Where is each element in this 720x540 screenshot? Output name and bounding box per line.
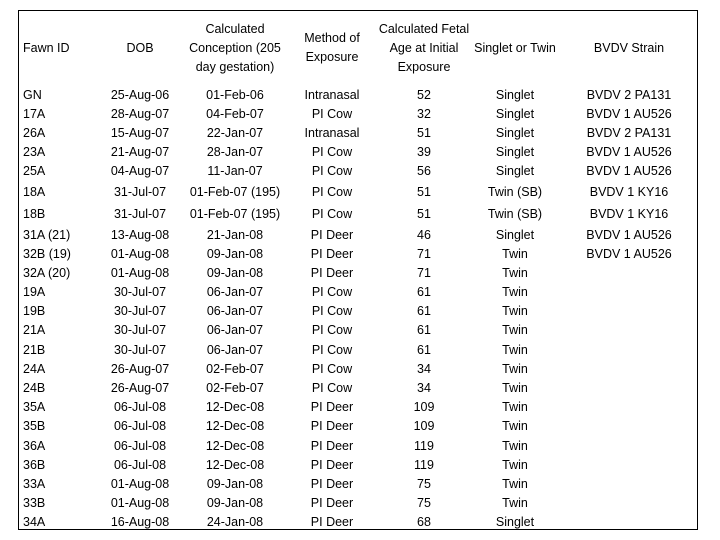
cell-fetal-age: 68 bbox=[417, 515, 431, 530]
cell-singlet-twin: Twin bbox=[502, 285, 528, 300]
cell-singlet-twin: Twin bbox=[502, 304, 528, 319]
cell-method: PI Cow bbox=[311, 381, 353, 396]
cell-fetal-age: 52 bbox=[417, 87, 431, 102]
cell-singlet-twin: Singlet bbox=[495, 227, 535, 242]
cell-dob: 13-Aug-08 bbox=[110, 227, 170, 242]
cell-conception: 04-Feb-07 bbox=[206, 106, 264, 121]
cell-method: PI Cow bbox=[311, 361, 353, 376]
cell-fawn-id: 36A bbox=[23, 438, 46, 453]
cell-dob: 26-Aug-07 bbox=[110, 381, 170, 396]
table-row bbox=[19, 104, 699, 123]
cell-method: PI Deer bbox=[310, 400, 354, 415]
table-row bbox=[19, 263, 699, 282]
cell-singlet-twin: Singlet bbox=[495, 125, 535, 140]
cell-conception: 09-Jan-08 bbox=[206, 265, 264, 280]
cell-conception: 21-Jan-08 bbox=[206, 227, 264, 242]
cell-bvdv-strain bbox=[559, 340, 699, 359]
cell-method: PI Deer bbox=[310, 515, 354, 530]
cell-bvdv-strain bbox=[559, 321, 699, 340]
cell-dob: 16-Aug-08 bbox=[110, 515, 170, 530]
cell-method: PI Deer bbox=[310, 246, 354, 261]
table-row bbox=[19, 302, 699, 321]
cell-singlet-twin: Singlet bbox=[495, 515, 535, 530]
cell-singlet-twin: Twin bbox=[502, 381, 528, 396]
cell-fawn-id: 26A bbox=[23, 125, 46, 140]
cell-bvdv-strain bbox=[559, 494, 699, 513]
cell-fetal-age: 75 bbox=[417, 476, 431, 491]
cell-fawn-id: 36B bbox=[23, 457, 46, 472]
cell-bvdv-strain bbox=[559, 283, 699, 302]
cell-singlet-twin: Twin (SB) bbox=[487, 206, 543, 221]
cell-fetal-age: 61 bbox=[417, 285, 431, 300]
cell-fetal-age: 34 bbox=[417, 381, 431, 396]
cell-dob: 01-Aug-08 bbox=[110, 476, 170, 491]
cell-fetal-age: 39 bbox=[417, 145, 431, 160]
header-dob: DOB bbox=[126, 40, 154, 55]
cell-fetal-age: 56 bbox=[417, 164, 431, 179]
cell-dob: 30-Jul-07 bbox=[113, 342, 167, 357]
cell-conception: 06-Jan-07 bbox=[206, 342, 264, 357]
cell-conception: 12-Dec-08 bbox=[205, 419, 265, 434]
cell-dob: 01-Aug-08 bbox=[110, 265, 170, 280]
cell-fawn-id: 32A (20) bbox=[23, 265, 71, 280]
header-row bbox=[19, 11, 699, 85]
cell-fawn-id: 35B bbox=[23, 419, 46, 434]
cell-dob: 21-Aug-07 bbox=[110, 145, 170, 160]
cell-method: PI Cow bbox=[311, 342, 353, 357]
cell-conception: 02-Feb-07 bbox=[206, 381, 264, 396]
cell-bvdv-strain bbox=[559, 359, 699, 378]
header-conception: Calculated Conception (205 day gestation) bbox=[189, 21, 281, 74]
cell-bvdv-strain: BVDV 1 KY16 bbox=[589, 206, 669, 221]
cell-dob: 31-Jul-07 bbox=[113, 206, 167, 221]
cell-bvdv-strain bbox=[559, 378, 699, 397]
cell-conception: 09-Jan-08 bbox=[206, 246, 264, 261]
table-row bbox=[19, 417, 699, 436]
cell-fetal-age: 109 bbox=[413, 419, 435, 434]
cell-conception: 01-Feb-06 bbox=[206, 87, 264, 102]
cell-fetal-age: 61 bbox=[417, 304, 431, 319]
cell-fawn-id: GN bbox=[23, 87, 42, 102]
cell-conception: 02-Feb-07 bbox=[206, 361, 264, 376]
header-fetal-age: Calculated Fetal Age at Initial Exposure bbox=[378, 21, 470, 74]
cell-dob: 28-Aug-07 bbox=[110, 106, 170, 121]
table-body bbox=[19, 85, 699, 532]
cell-fawn-id: 33A bbox=[23, 476, 46, 491]
cell-dob: 30-Jul-07 bbox=[113, 323, 167, 338]
header-fawn-id: Fawn ID bbox=[23, 40, 70, 55]
cell-singlet-twin: Singlet bbox=[495, 106, 535, 121]
cell-fetal-age: 71 bbox=[417, 246, 431, 261]
cell-singlet-twin: Singlet bbox=[495, 145, 535, 160]
table-row bbox=[19, 513, 699, 532]
cell-fetal-age: 119 bbox=[414, 457, 434, 472]
cell-fawn-id: 19B bbox=[23, 304, 46, 319]
table-row bbox=[19, 162, 699, 181]
cell-bvdv-strain bbox=[559, 474, 699, 493]
cell-conception: 12-Dec-08 bbox=[205, 438, 265, 453]
cell-method: PI Cow bbox=[311, 323, 353, 338]
header-singlet-twin: Singlet or Twin bbox=[474, 40, 556, 55]
cell-dob: 01-Aug-08 bbox=[110, 496, 170, 511]
cell-fetal-age: 51 bbox=[417, 206, 431, 221]
cell-singlet-twin: Singlet bbox=[495, 87, 535, 102]
cell-singlet-twin: Singlet bbox=[495, 164, 535, 179]
cell-bvdv-strain bbox=[559, 302, 699, 321]
table-row bbox=[19, 203, 699, 225]
cell-fawn-id: 21A bbox=[23, 323, 46, 338]
cell-bvdv-strain bbox=[559, 455, 699, 474]
cell-bvdv-strain: BVDV 2 PA131 bbox=[586, 125, 672, 140]
cell-dob: 06-Jul-08 bbox=[113, 400, 167, 415]
cell-conception: 09-Jan-08 bbox=[206, 476, 264, 491]
header-bvdv-strain: BVDV Strain bbox=[593, 40, 665, 55]
cell-dob: 15-Aug-07 bbox=[110, 125, 170, 140]
table-row bbox=[19, 283, 699, 302]
cell-dob: 25-Aug-06 bbox=[110, 87, 170, 102]
cell-fetal-age: 109 bbox=[413, 400, 435, 415]
cell-fawn-id: 34A bbox=[23, 515, 46, 530]
cell-fawn-id: 21B bbox=[23, 342, 46, 357]
table-row bbox=[19, 244, 699, 263]
cell-singlet-twin: Twin bbox=[502, 496, 528, 511]
fawn-table bbox=[19, 11, 699, 532]
cell-dob: 31-Jul-07 bbox=[113, 184, 167, 199]
cell-fetal-age: 61 bbox=[417, 323, 431, 338]
cell-fetal-age: 71 bbox=[417, 265, 431, 280]
cell-singlet-twin: Twin bbox=[502, 438, 528, 453]
cell-dob: 26-Aug-07 bbox=[110, 361, 170, 376]
cell-conception: 06-Jan-07 bbox=[206, 323, 264, 338]
cell-singlet-twin: Twin bbox=[502, 457, 528, 472]
cell-method: PI Deer bbox=[310, 227, 354, 242]
cell-bvdv-strain: BVDV 1 AU526 bbox=[586, 145, 672, 160]
cell-method: PI Cow bbox=[311, 145, 353, 160]
cell-fetal-age: 61 bbox=[417, 342, 431, 357]
cell-conception: 12-Dec-08 bbox=[205, 457, 265, 472]
cell-conception: 24-Jan-08 bbox=[206, 515, 264, 530]
cell-fawn-id: 18A bbox=[23, 184, 46, 199]
cell-dob: 01-Aug-08 bbox=[110, 246, 170, 261]
cell-dob: 30-Jul-07 bbox=[113, 285, 167, 300]
cell-singlet-twin: Twin bbox=[502, 419, 528, 434]
cell-singlet-twin: Twin bbox=[502, 323, 528, 338]
cell-bvdv-strain bbox=[559, 263, 699, 282]
table-row bbox=[19, 455, 699, 474]
cell-dob: 06-Jul-08 bbox=[113, 438, 167, 453]
cell-method: PI Cow bbox=[311, 184, 353, 199]
cell-conception: 28-Jan-07 bbox=[206, 145, 264, 160]
cell-bvdv-strain bbox=[559, 417, 699, 436]
cell-fawn-id: 24A bbox=[23, 361, 46, 376]
cell-fawn-id: 17A bbox=[23, 106, 46, 121]
cell-method: PI Deer bbox=[310, 496, 354, 511]
cell-fawn-id: 18B bbox=[23, 206, 46, 221]
cell-singlet-twin: Twin bbox=[502, 400, 528, 415]
cell-fawn-id: 25A bbox=[23, 164, 46, 179]
cell-singlet-twin: Twin (SB) bbox=[487, 184, 543, 199]
table-row bbox=[19, 474, 699, 493]
cell-bvdv-strain: BVDV 1 AU526 bbox=[586, 164, 672, 179]
cell-bvdv-strain bbox=[559, 513, 699, 532]
cell-dob: 04-Aug-07 bbox=[110, 164, 170, 179]
cell-method: PI Deer bbox=[310, 265, 354, 280]
cell-fawn-id: 32B (19) bbox=[23, 246, 71, 261]
cell-bvdv-strain: BVDV 1 KY16 bbox=[589, 184, 669, 199]
table-row bbox=[19, 436, 699, 455]
cell-method: Intranasal bbox=[304, 87, 360, 102]
cell-singlet-twin: Twin bbox=[502, 265, 528, 280]
table-row bbox=[19, 494, 699, 513]
cell-fawn-id: 33B bbox=[23, 496, 46, 511]
header-method: Method of Exposure bbox=[304, 31, 360, 64]
cell-method: PI Deer bbox=[310, 419, 354, 434]
cell-method: PI Cow bbox=[311, 285, 353, 300]
cell-fawn-id: 24B bbox=[23, 381, 46, 396]
cell-conception: 06-Jan-07 bbox=[206, 304, 264, 319]
cell-dob: 30-Jul-07 bbox=[113, 304, 167, 319]
table-row bbox=[19, 85, 699, 104]
cell-dob: 06-Jul-08 bbox=[113, 457, 167, 472]
cell-fetal-age: 51 bbox=[417, 184, 431, 199]
cell-bvdv-strain bbox=[559, 436, 699, 455]
cell-bvdv-strain: BVDV 2 PA131 bbox=[586, 87, 672, 102]
cell-fetal-age: 75 bbox=[417, 496, 431, 511]
cell-bvdv-strain: BVDV 1 AU526 bbox=[586, 246, 672, 261]
cell-fetal-age: 46 bbox=[417, 227, 431, 242]
cell-fawn-id: 23A bbox=[23, 145, 46, 160]
cell-fetal-age: 34 bbox=[417, 361, 431, 376]
table-row bbox=[19, 181, 699, 203]
cell-method: PI Cow bbox=[311, 164, 353, 179]
cell-fetal-age: 51 bbox=[417, 125, 431, 140]
cell-method: PI Cow bbox=[311, 304, 353, 319]
cell-method: PI Deer bbox=[310, 438, 354, 453]
cell-bvdv-strain bbox=[559, 398, 699, 417]
cell-method: Intranasal bbox=[304, 125, 360, 140]
cell-fawn-id: 35A bbox=[23, 400, 46, 415]
cell-fetal-age: 119 bbox=[414, 438, 434, 453]
table-row bbox=[19, 398, 699, 417]
table-row bbox=[19, 143, 699, 162]
table-row bbox=[19, 359, 699, 378]
cell-dob: 06-Jul-08 bbox=[113, 419, 167, 434]
table-frame bbox=[18, 10, 698, 530]
cell-conception: 09-Jan-08 bbox=[206, 496, 264, 511]
cell-fawn-id: 19A bbox=[23, 285, 46, 300]
cell-conception: 06-Jan-07 bbox=[206, 285, 264, 300]
cell-singlet-twin: Twin bbox=[502, 361, 528, 376]
table-row bbox=[19, 340, 699, 359]
cell-bvdv-strain: BVDV 1 AU526 bbox=[586, 106, 672, 121]
cell-conception: 01-Feb-07 (195) bbox=[189, 184, 281, 199]
cell-singlet-twin: Twin bbox=[502, 246, 528, 261]
cell-fawn-id: 31A (21) bbox=[23, 227, 71, 242]
cell-method: PI Deer bbox=[310, 457, 354, 472]
table-row bbox=[19, 123, 699, 142]
table-row bbox=[19, 378, 699, 397]
cell-singlet-twin: Twin bbox=[502, 476, 528, 491]
table-row bbox=[19, 321, 699, 340]
table-row bbox=[19, 225, 699, 244]
cell-conception: 11-Jan-07 bbox=[207, 164, 263, 179]
cell-method: PI Deer bbox=[310, 476, 354, 491]
cell-method: PI Cow bbox=[311, 206, 353, 221]
cell-method: PI Cow bbox=[311, 106, 353, 121]
cell-conception: 12-Dec-08 bbox=[205, 400, 265, 415]
cell-fetal-age: 32 bbox=[417, 106, 431, 121]
cell-bvdv-strain: BVDV 1 AU526 bbox=[586, 227, 672, 242]
cell-conception: 22-Jan-07 bbox=[206, 125, 264, 140]
cell-conception: 01-Feb-07 (195) bbox=[189, 206, 281, 221]
cell-singlet-twin: Twin bbox=[502, 342, 528, 357]
